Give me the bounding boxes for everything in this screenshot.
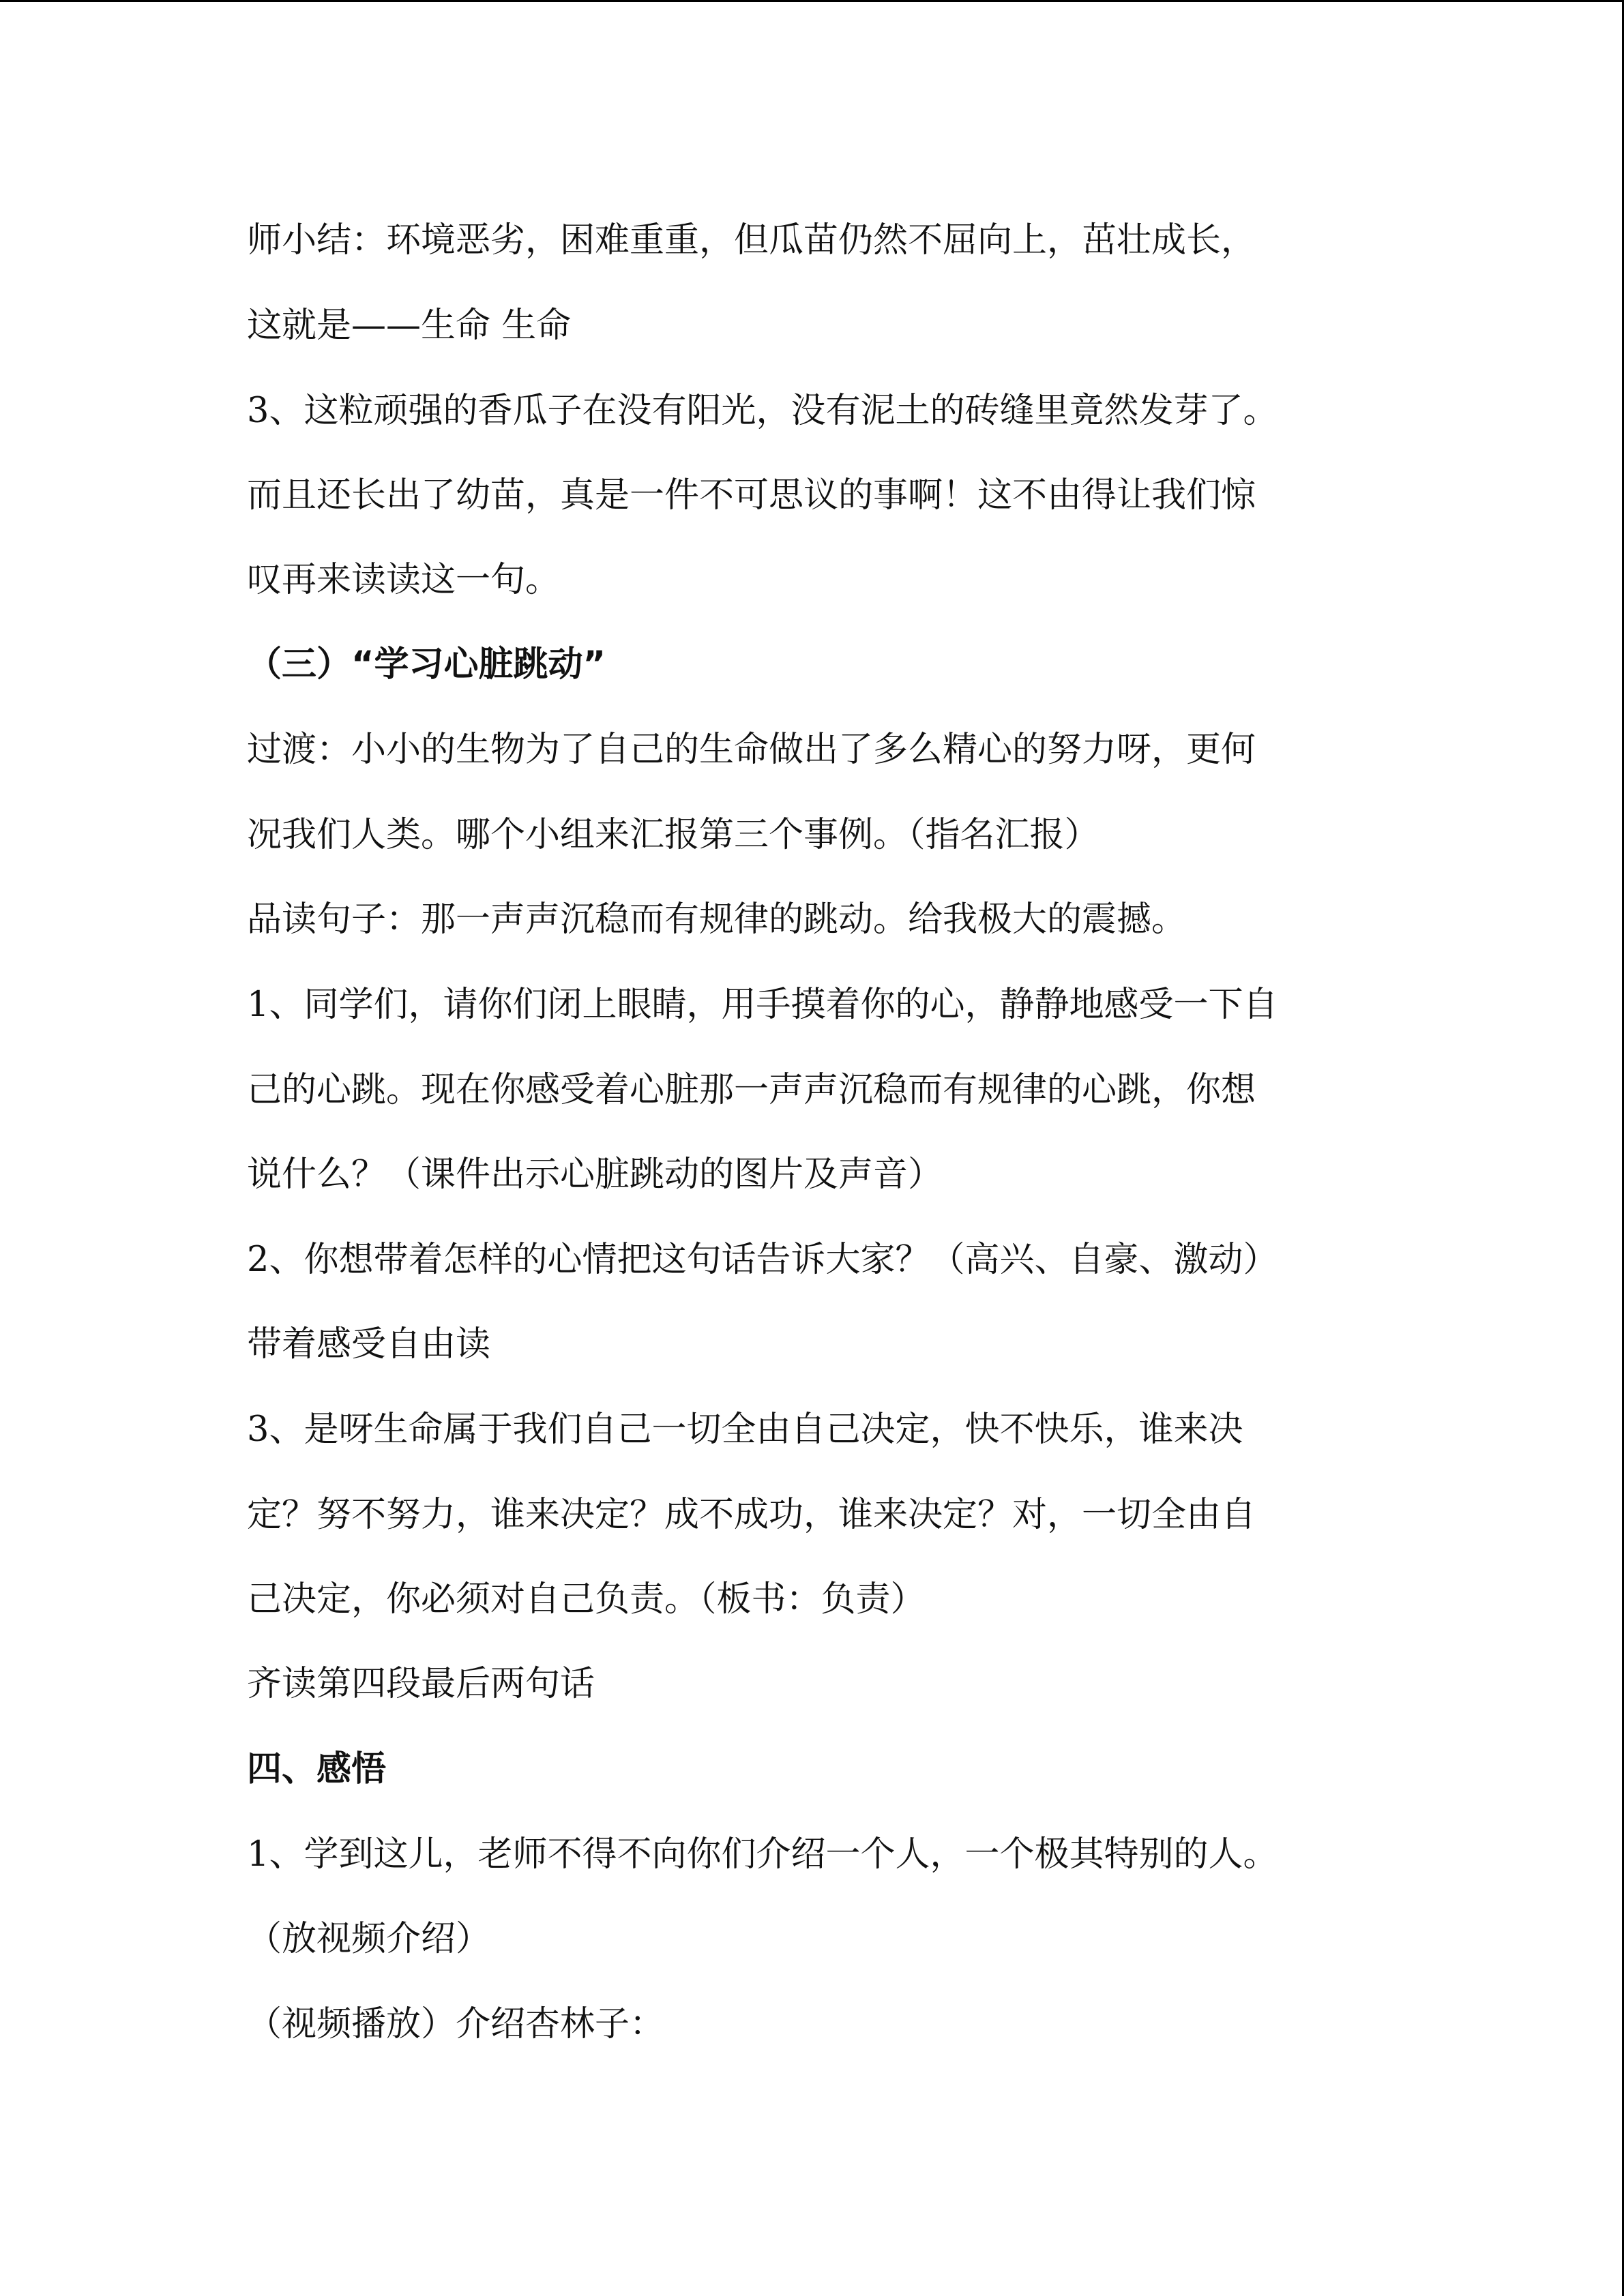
text-line: 3、这粒顽强的香瓜子在没有阳光，没有泥土的砖缝里竟然发芽了。 xyxy=(247,391,1278,431)
text-line: 3、是呀生命属于我们自己一切全由自己决定，快不快乐，谁来决 xyxy=(247,1410,1243,1450)
text-line: 品读句子：那一声声沉稳而有规律的跳动。给我极大的震撼。 xyxy=(247,899,1187,940)
text-line: 齐读第四段最后两句话 xyxy=(247,1664,595,1704)
text-line: 己决定，你必须对自己负责。（板书：负责） xyxy=(247,1579,926,1620)
text-line: 况我们人类。哪个小组来汇报第三个事例。（指名汇报） xyxy=(247,815,1099,855)
text-line: 说什么？（课件出示心脏跳动的图片及声音） xyxy=(247,1154,943,1195)
text-line: （放视频介绍） xyxy=(247,1919,491,1959)
text-line: 1、同学们，请你们闭上眼睛，用手摸着你的心，静静地感受一下自 xyxy=(247,985,1278,1025)
text-line: 己的心跳。现在你感受着心脏那一声声沉稳而有规律的心跳，你想 xyxy=(247,1070,1256,1110)
text-line: 师小结：环境恶劣，困难重重，但瓜苗仍然不屈向上，茁壮成长， xyxy=(247,220,1256,260)
text-line: （视频播放）介绍杏林子： xyxy=(247,2004,665,2044)
section-heading: 四、感悟 xyxy=(247,1749,387,1789)
text-line: 2、你想带着怎样的心情把这句话告诉大家？（高兴、自豪、激动） xyxy=(247,1240,1278,1280)
text-line: 1、学到这儿，老师不得不向你们介绍一个人，一个极其特别的人。 xyxy=(247,1834,1278,1875)
text-line: 过渡：小小的生物为了自己的生命做出了多么精心的努力呀，更何 xyxy=(247,730,1256,770)
text-line: 定？努不努力，谁来决定？成不成功，谁来决定？对，一切全由自 xyxy=(247,1495,1256,1535)
text-line: 叹再来读读这一句。 xyxy=(247,560,561,600)
text-line: 而且还长出了幼苗，真是一件不可思议的事啊！这不由得让我们惊 xyxy=(247,475,1256,516)
text-line: 这就是——生命 生命 xyxy=(247,305,572,346)
section-heading: （三）“学习心脏跳动” xyxy=(247,644,606,685)
text-line: 带着感受自由读 xyxy=(247,1324,491,1365)
